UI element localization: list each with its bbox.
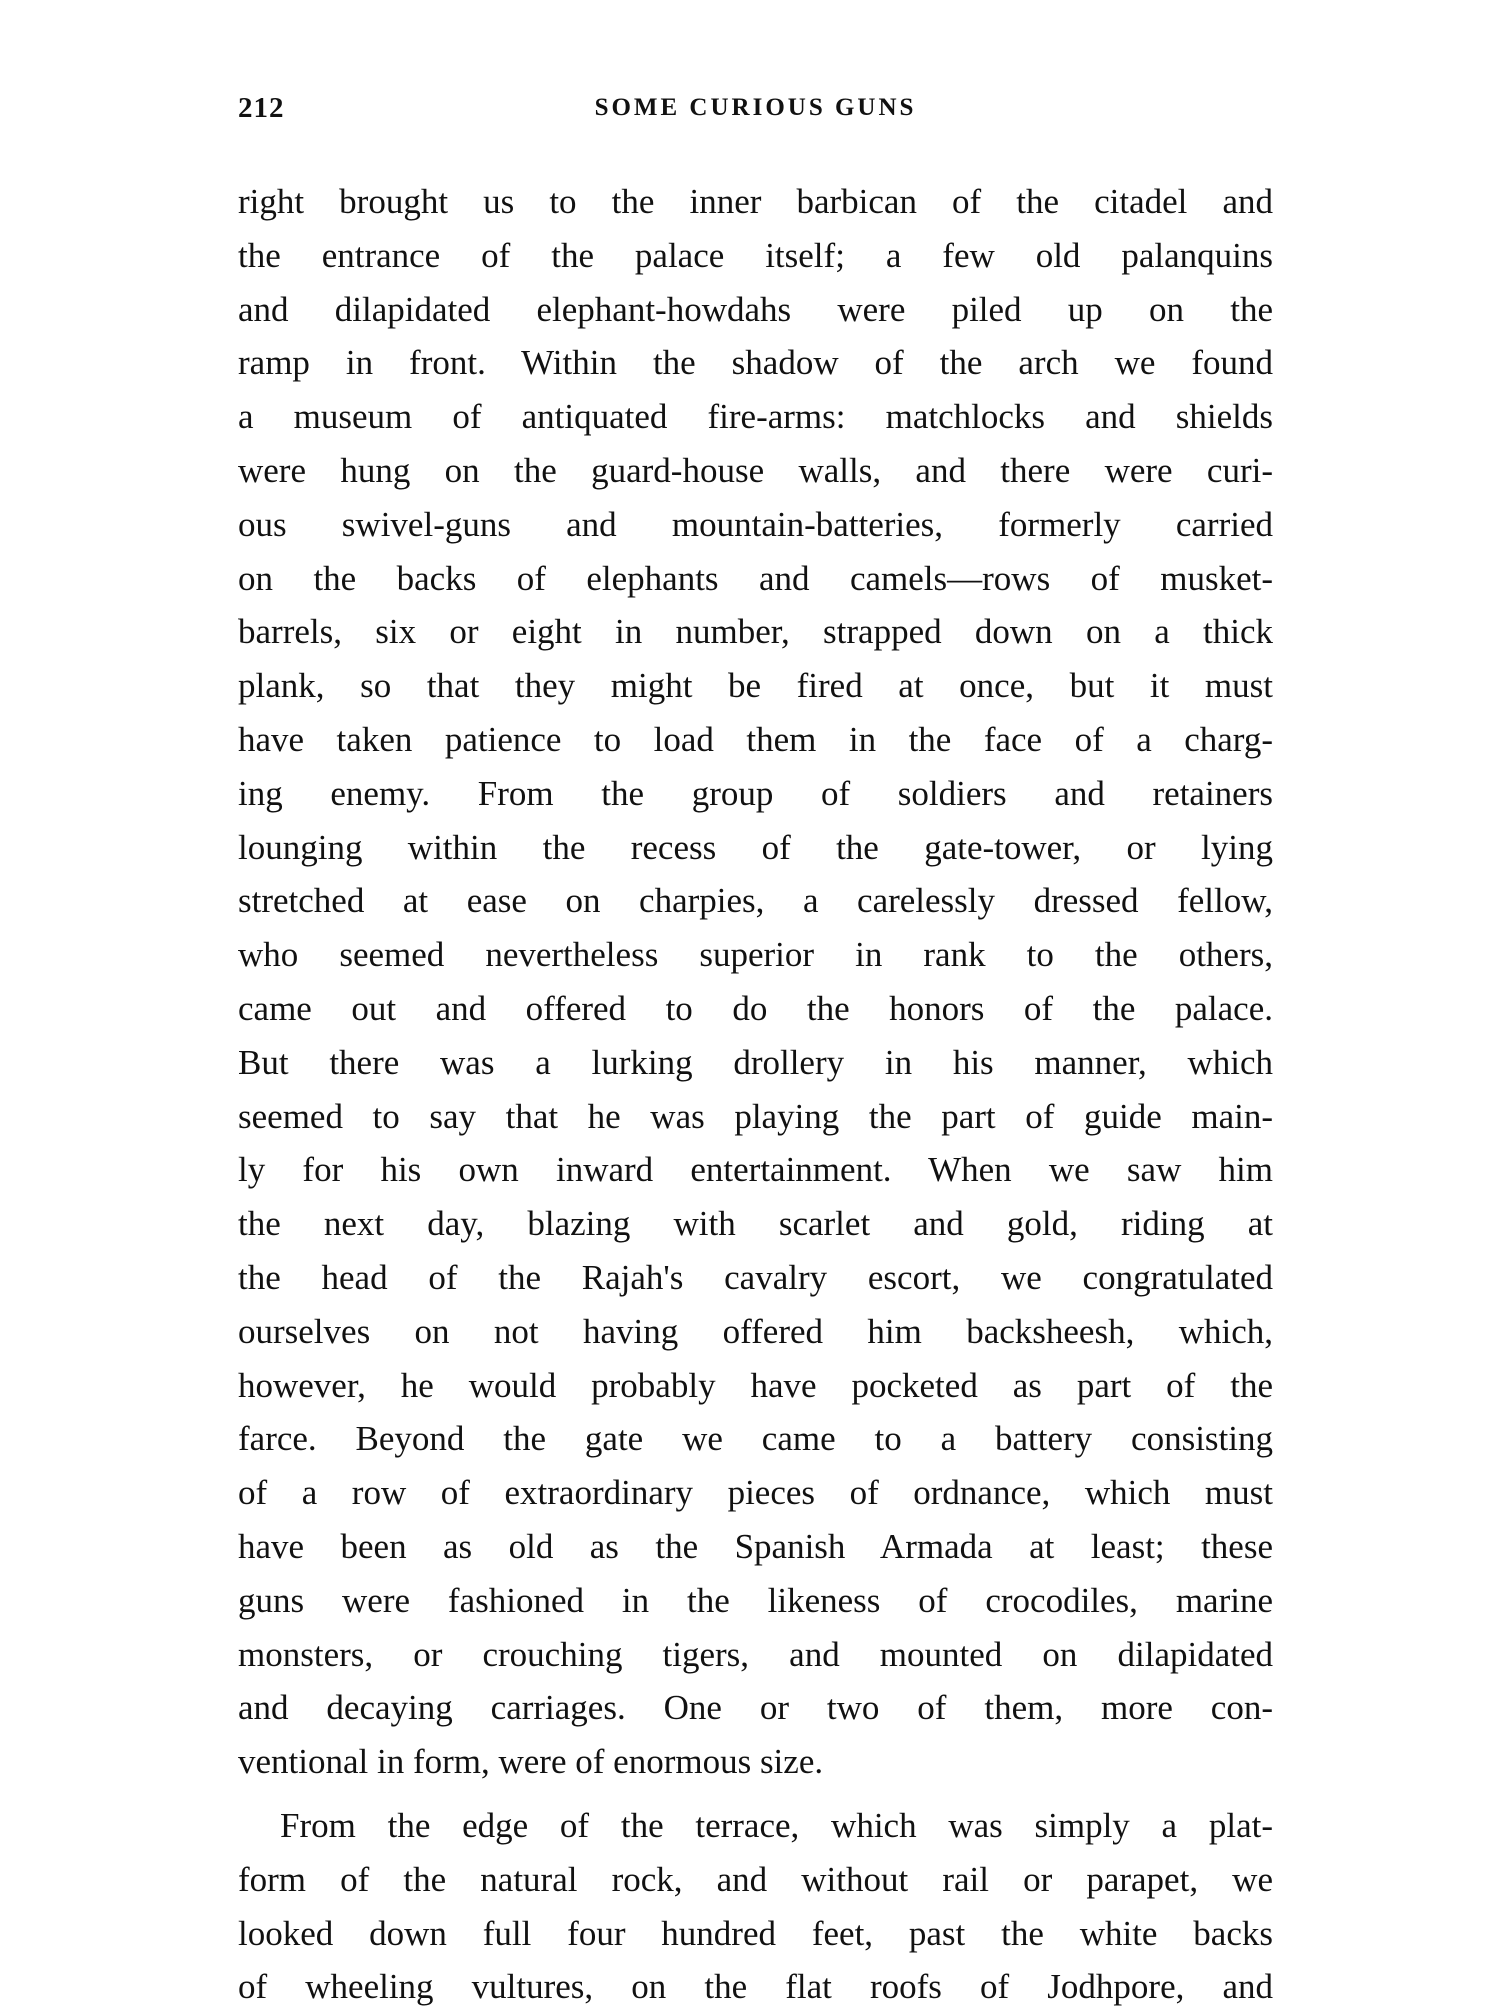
text-line: stretched at ease on charpies, a carelessly dressed fellow, (238, 881, 1273, 921)
text-line: From the edge of the terrace, which was simply a plat- (280, 1805, 1273, 1845)
text-line: and dilapidated elephant-howdahs were piled up on the (238, 289, 1273, 329)
page-number: 212 (238, 92, 285, 124)
text-line: a museum of antiquated fire-arms: matchlocks and shields (238, 397, 1273, 437)
text-line: farce. Beyond the gate we came to a battery consisting (238, 1419, 1273, 1459)
text-line: monsters, or crouching tigers, and mounted on dilapidated (238, 1634, 1273, 1674)
paragraph (238, 1799, 1273, 2014)
text-line: barrels, six or eight in number, strapped down on a thick (238, 612, 1273, 652)
text-line: were hung on the guard-house walls, and there were curi- (238, 450, 1273, 490)
text-line: came out and offered to do the honors of the palace. (238, 988, 1273, 1028)
text-line: right brought us to the inner barbican of the citadel and (238, 182, 1273, 221)
text-line: of a row of extraordinary pieces of ordnance, which must (238, 1473, 1273, 1513)
text-line: on the backs of elephants and camels—rows of musket- (238, 558, 1273, 598)
text-line: form of the natural rock, and without rail or parapet, we (238, 1859, 1273, 1899)
body-text (238, 175, 1273, 2014)
text-line: lounging within the recess of the gate-tower, or lying (238, 827, 1273, 867)
text-line: ramp in front. Within the shadow of the arch we found (238, 343, 1273, 383)
text-line: seemed to say that he was playing the part of guide main- (238, 1096, 1273, 1136)
text-line: however, he would probably have pocketed as part of the (238, 1365, 1273, 1405)
text-line: ventional in form, were of enormous size. (238, 1742, 824, 1782)
paragraph (238, 175, 1273, 1789)
running-header (238, 92, 1273, 132)
text-line: ing enemy. From the group of soldiers and retainers (238, 773, 1273, 813)
text-line: of wheeling vultures, on the flat roofs of Jodhpore, and (238, 1967, 1273, 2007)
text-line: have been as old as the Spanish Armada at least; these (238, 1526, 1273, 1566)
text-line: the next day, blazing with scarlet and gold, riding at (238, 1204, 1273, 1244)
text-line: ourselves on not having offered him backsheesh, which, (238, 1311, 1273, 1351)
text-line: the head of the Rajah's cavalry escort, we congratulated (238, 1257, 1273, 1297)
text-line: the entrance of the palace itself; a few old palanquins (238, 235, 1273, 275)
text-line: who seemed nevertheless superior in rank to the others, (238, 935, 1273, 975)
text-line: have taken patience to load them in the face of a charg- (238, 719, 1273, 759)
text-line: and decaying carriages. One or two of them, more con- (238, 1688, 1273, 1728)
text-line: looked down full four hundred feet, past the white backs (238, 1913, 1273, 1953)
text-line: guns were fashioned in the likeness of crocodiles, marine (238, 1580, 1273, 1620)
chapter-title: SOME CURIOUS GUNS (594, 94, 917, 121)
text-line: ous swivel-guns and mountain-batteries, formerly carried (238, 504, 1273, 544)
text-line: But there was a lurking drollery in his manner, which (238, 1042, 1273, 1082)
paragraph-gap (238, 1789, 1273, 1799)
text-line: ly for his own inward entertainment. When we saw him (238, 1150, 1273, 1190)
text-line: plank, so that they might be fired at once, but it must (238, 666, 1273, 706)
